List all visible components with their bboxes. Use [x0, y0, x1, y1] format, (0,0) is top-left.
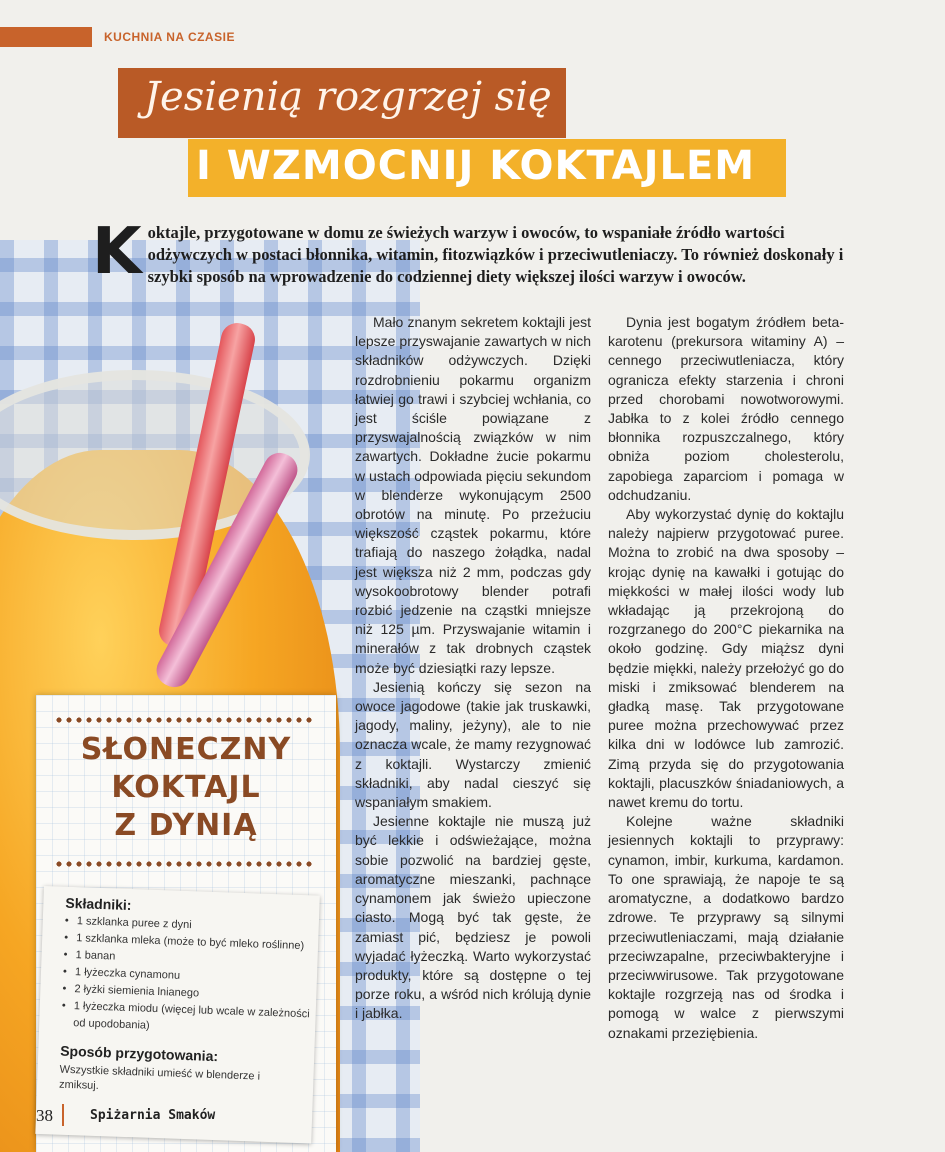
ingredient-item: • 1 szklanka puree z dyni: [64, 913, 314, 939]
page-number: 38: [36, 1106, 53, 1125]
ingredient-item: • 2 łyżki siemienia lnianego: [62, 981, 312, 1007]
recipe-title-line: KOKTAJL: [111, 770, 261, 805]
title-line1: Jesienią rozgrzej się: [144, 74, 552, 120]
recipe-title: [36, 731, 336, 845]
ingredient-item: • 1 łyżeczka miodu (więcej lub wcale w zależności od upodobania): [61, 998, 312, 1041]
paragraph: Mało znanym sekretem koktajli jest lepsze przyswajanie zawartych w nich składników odżywczych. Dzięki rozdrobnieniu pokarmu organizm łatwiej go trawi i szybciej wchłania, co jest ściśle powiązane z przyswajalnością związków w nim zawartych. Dokładne żucie pokarmu w ustach odpowiada pięciu sekundom w blenderze wykonującym 2500 obrotów na minutę. Po przeżuciu większość cząstek pokarmu, które trafiają do naszego żołądka, nadal jest większa niż 2 mm, podczas gdy wysokoobrotowy blender potrafi rozbić jedzenie na cząstki mniejsze niż 125 µm. Przyswajanie witamin i minerałów z tak drobnych cząstek może być dziesiątki razy lepsze.: [355, 314, 591, 676]
section-label: KUCHNIA NA CZASIE: [104, 30, 235, 44]
ingredient-item: • 1 szklanka mleka (może to być mleko roślinne): [64, 930, 314, 956]
article-column-1: [355, 313, 591, 1024]
ingredients-heading: Składniki:: [65, 894, 132, 914]
paragraph: Aby wykorzystać dynię do koktajlu należy najpierw przygotować puree. Można to zrobić na dwa sposoby – krojąc dynię na kawałki i gotując do miękkości w małej ilości wody lub wkładając ją przekrojoną do rozgrzanego do 200°C piekarnika na około godzinę. Gdy miąższ dyni będzie miękki, należy przełożyć go do miski i zmiksować blenderem na gładką masę. Tak przygotowane puree można przechowywać przez kilka dni w lodówce lub zamrozić. Zimą przyda się do przygotowania koktajli, placuszków śniadaniowych, a nawet kremu do tortu.: [608, 506, 844, 811]
paragraph: Kolejne ważne składniki jesiennych koktajli to przyprawy: cynamon, imbir, kurkuma, kardamon. To one sprawiają, że napoje te są aromatyczne, a dodatkowo bardzo zdrowe. Te przyprawy są silnymi przeciwutleniaczami, mają działanie przeciwzapalne, przeciwbakteryjne i przeciwwirusowe. Tak przygotowane koktajle rozgrzeją nas od środka i pomogą w walce z pierwszymi oznakami przeziębienia.: [608, 813, 844, 1041]
recipe-card: [35, 886, 319, 1143]
paragraph: Jesienne koktajle nie muszą już być lekkie i odświeżające, można sobie pozwolić na bardziej gęste, aromatyczne mieszanki, pachnące cynamonem jak świeżo upieczone ciasto. Mogą być tak gęste, że zamiast pić, będziesz je powoli wyjadać łyżeczką. Warto wykorzystać produkty, które są dostępne o tej porze roku, a wśród nich królują dynie i jabłka.: [355, 813, 591, 1022]
ingredient-item: • 1 łyżeczka cynamonu: [63, 964, 313, 990]
dotted-rule-top: [54, 717, 316, 723]
drop-cap: K: [92, 215, 142, 289]
magazine-name: Spiżarnia Smaków: [90, 1108, 216, 1123]
lead-paragraph: [92, 215, 852, 289]
method-heading: Sposób przygotowania:: [59, 1042, 219, 1065]
ingredient-item: • 1 banan: [63, 947, 313, 973]
section-bar: [0, 27, 92, 47]
dotted-rule-bottom: [54, 861, 316, 867]
article-column-2: [608, 313, 844, 1043]
recipe-title-line: Z DYNIĄ: [114, 808, 258, 843]
paragraph: Dynia jest bogatym źródłem beta-karotenu (prekursora witaminy A) – cennego przeciwutleniacza, który ogranicza efekty starzenia i chroni przed chorobami nowotworowymi. Jabłka to z kolei źródło cennego błonnika rozpuszczalnego, który obniża poziom cholesterolu, zapobiega zaparciom i pomaga w odchudzaniu.: [608, 314, 844, 503]
ingredients-list: [61, 913, 315, 1041]
title-line2: I WZMOCNIJ KOKTAJLEM: [196, 143, 756, 189]
lead-text: oktajle, przygotowane w domu ze świeżych warzyw i owoców, to wspaniałe źródło wartości odżywczych w postaci błonnika, witamin, fitozwiązków i przeciwutleniaczy. To również doskonały i szybki sposób na wprowadzenie do codziennej diety większej ilości warzyw i owoców.: [147, 223, 844, 286]
paragraph: Jesienią kończy się sezon na owoce jagodowe (takie jak truskawki, jagody, maliny, jeżyny), ale to nie oznacza wcale, że mamy rezygnować z koktajli. Wystarczy zmienić składniki, aby nadal cieszyć się wspaniałym smakiem.: [355, 678, 591, 811]
recipe-title-line: SŁONECZNY: [80, 732, 292, 767]
method-text: Wszystkie składniki umieść w blenderze i zmiksuj.: [58, 1063, 261, 1093]
footer-divider: [62, 1104, 64, 1126]
